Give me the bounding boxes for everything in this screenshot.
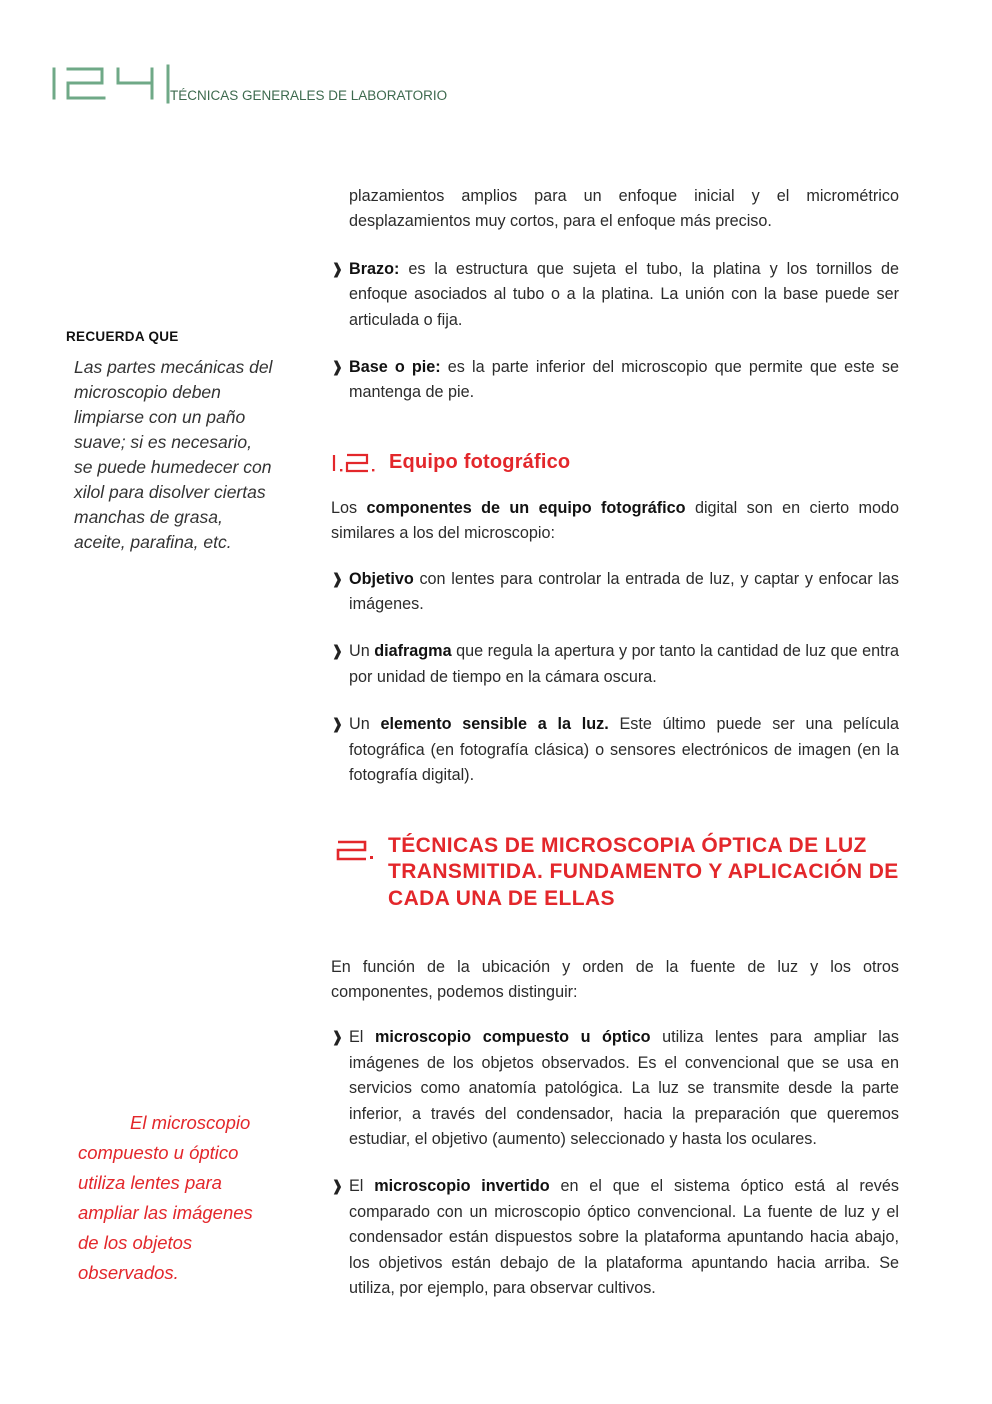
- bullet-marker-icon: ❱: [331, 643, 344, 661]
- subsection-title: Equipo fotográfico: [389, 451, 571, 474]
- bullet-marker-icon: ❱: [331, 1178, 344, 1196]
- pull-quote: El microscopio compuesto u óptico utiliza lentes para ampliar las imágenes de los objetos observados.: [78, 1112, 253, 1283]
- bullet-marker-icon: ❱: [331, 1029, 344, 1047]
- list-item: ❱ Objetivo con lentes para controlar la entrada de luz, y captar y enfocar las imágenes.: [331, 567, 899, 618]
- list-item: ❱ El microscopio invertido en el que el sistema óptico está al revés comparado con un microscopio óptico convencional. La fuente de luz y el condensador están dispuestos sobre la plataforma apuntando hacia abajo, los objetivos están debajo de la plataforma apuntando hacia arriba. Se utiliza, por ejemplo, para observar cultivos.: [331, 1174, 899, 1301]
- page-number: [32, 64, 182, 104]
- bullet-marker-icon: ❱: [331, 359, 344, 377]
- section-title: TÉCNICAS DE MICROSCOPIA ÓPTICA DE LUZ TRANSMITIDA. FUNDAMENTO Y APLICACIÓN DE CADA UNA DE ELLAS: [388, 833, 899, 910]
- section-heading: [331, 835, 899, 939]
- bullet-marker-icon: ❱: [331, 260, 344, 278]
- bullet-marker-icon: ❱: [331, 716, 344, 734]
- list-item: ❱ Base o pie: es la parte inferior del microscopio que permite que este se mantenga de pie.: [331, 355, 899, 406]
- main-column: [331, 184, 899, 1301]
- list-item: ❱ El microscopio compuesto u óptico utiliza lentes para ampliar las imágenes de los objetos observados. Es el convencional que se usa en servicios como anatomía patológica. La luz se transmite desde la parte inferior, a través del condensador, hacia la preparación que queremos estudiar, el objetivo (aumento) seleccionado y hasta los oculares.: [331, 1025, 899, 1152]
- header-title: TÉCNICAS GENERALES DE LABORATORIO: [170, 88, 448, 103]
- list-item: ❱ Brazo: es la estructura que sujeta el tubo, la platina y los tornillos de enfoque asociados al tubo o a la platina. La unión con la base puede ser articulada o fija.: [331, 257, 899, 333]
- list-item: ❱ Un diafragma que regula la apertura y por tanto la cantidad de luz que entra por unidad de tiempo en la cámara oscura.: [331, 639, 899, 690]
- bullet-marker-icon: ❱: [331, 570, 344, 588]
- aside-label: RECUERDA QUE: [66, 329, 179, 344]
- section-number: [335, 835, 375, 865]
- section-intro: En función de la ubicación y orden de la fuente de luz y los otros componentes, podemos distinguir:: [331, 957, 899, 1001]
- aside-text: Las partes mecánicas del microscopio deben limpiarse con un paño suave; si es necesario, se puede humedecer con xilol para disolver ciertas manchas de grasa, aceite, parafina, etc.: [74, 357, 273, 552]
- subsection-number: [331, 451, 389, 475]
- list-item: ❱ Un elemento sensible a la luz. Este último puede ser una película fotográfica (en fotografía clásica) o sensores electrónicos de imagen (en la fotografía digital).: [331, 712, 899, 788]
- continuation-paragraph: plazamientos amplios para un enfoque inicial y el micrométrico desplazamientos muy cortos, para el enfoque más preciso.: [349, 187, 899, 231]
- subsection-intro: Los componentes de un equipo fotográfico digital son en cierto modo similares a los del microscopio:: [331, 498, 900, 543]
- subsection-heading: [331, 448, 899, 478]
